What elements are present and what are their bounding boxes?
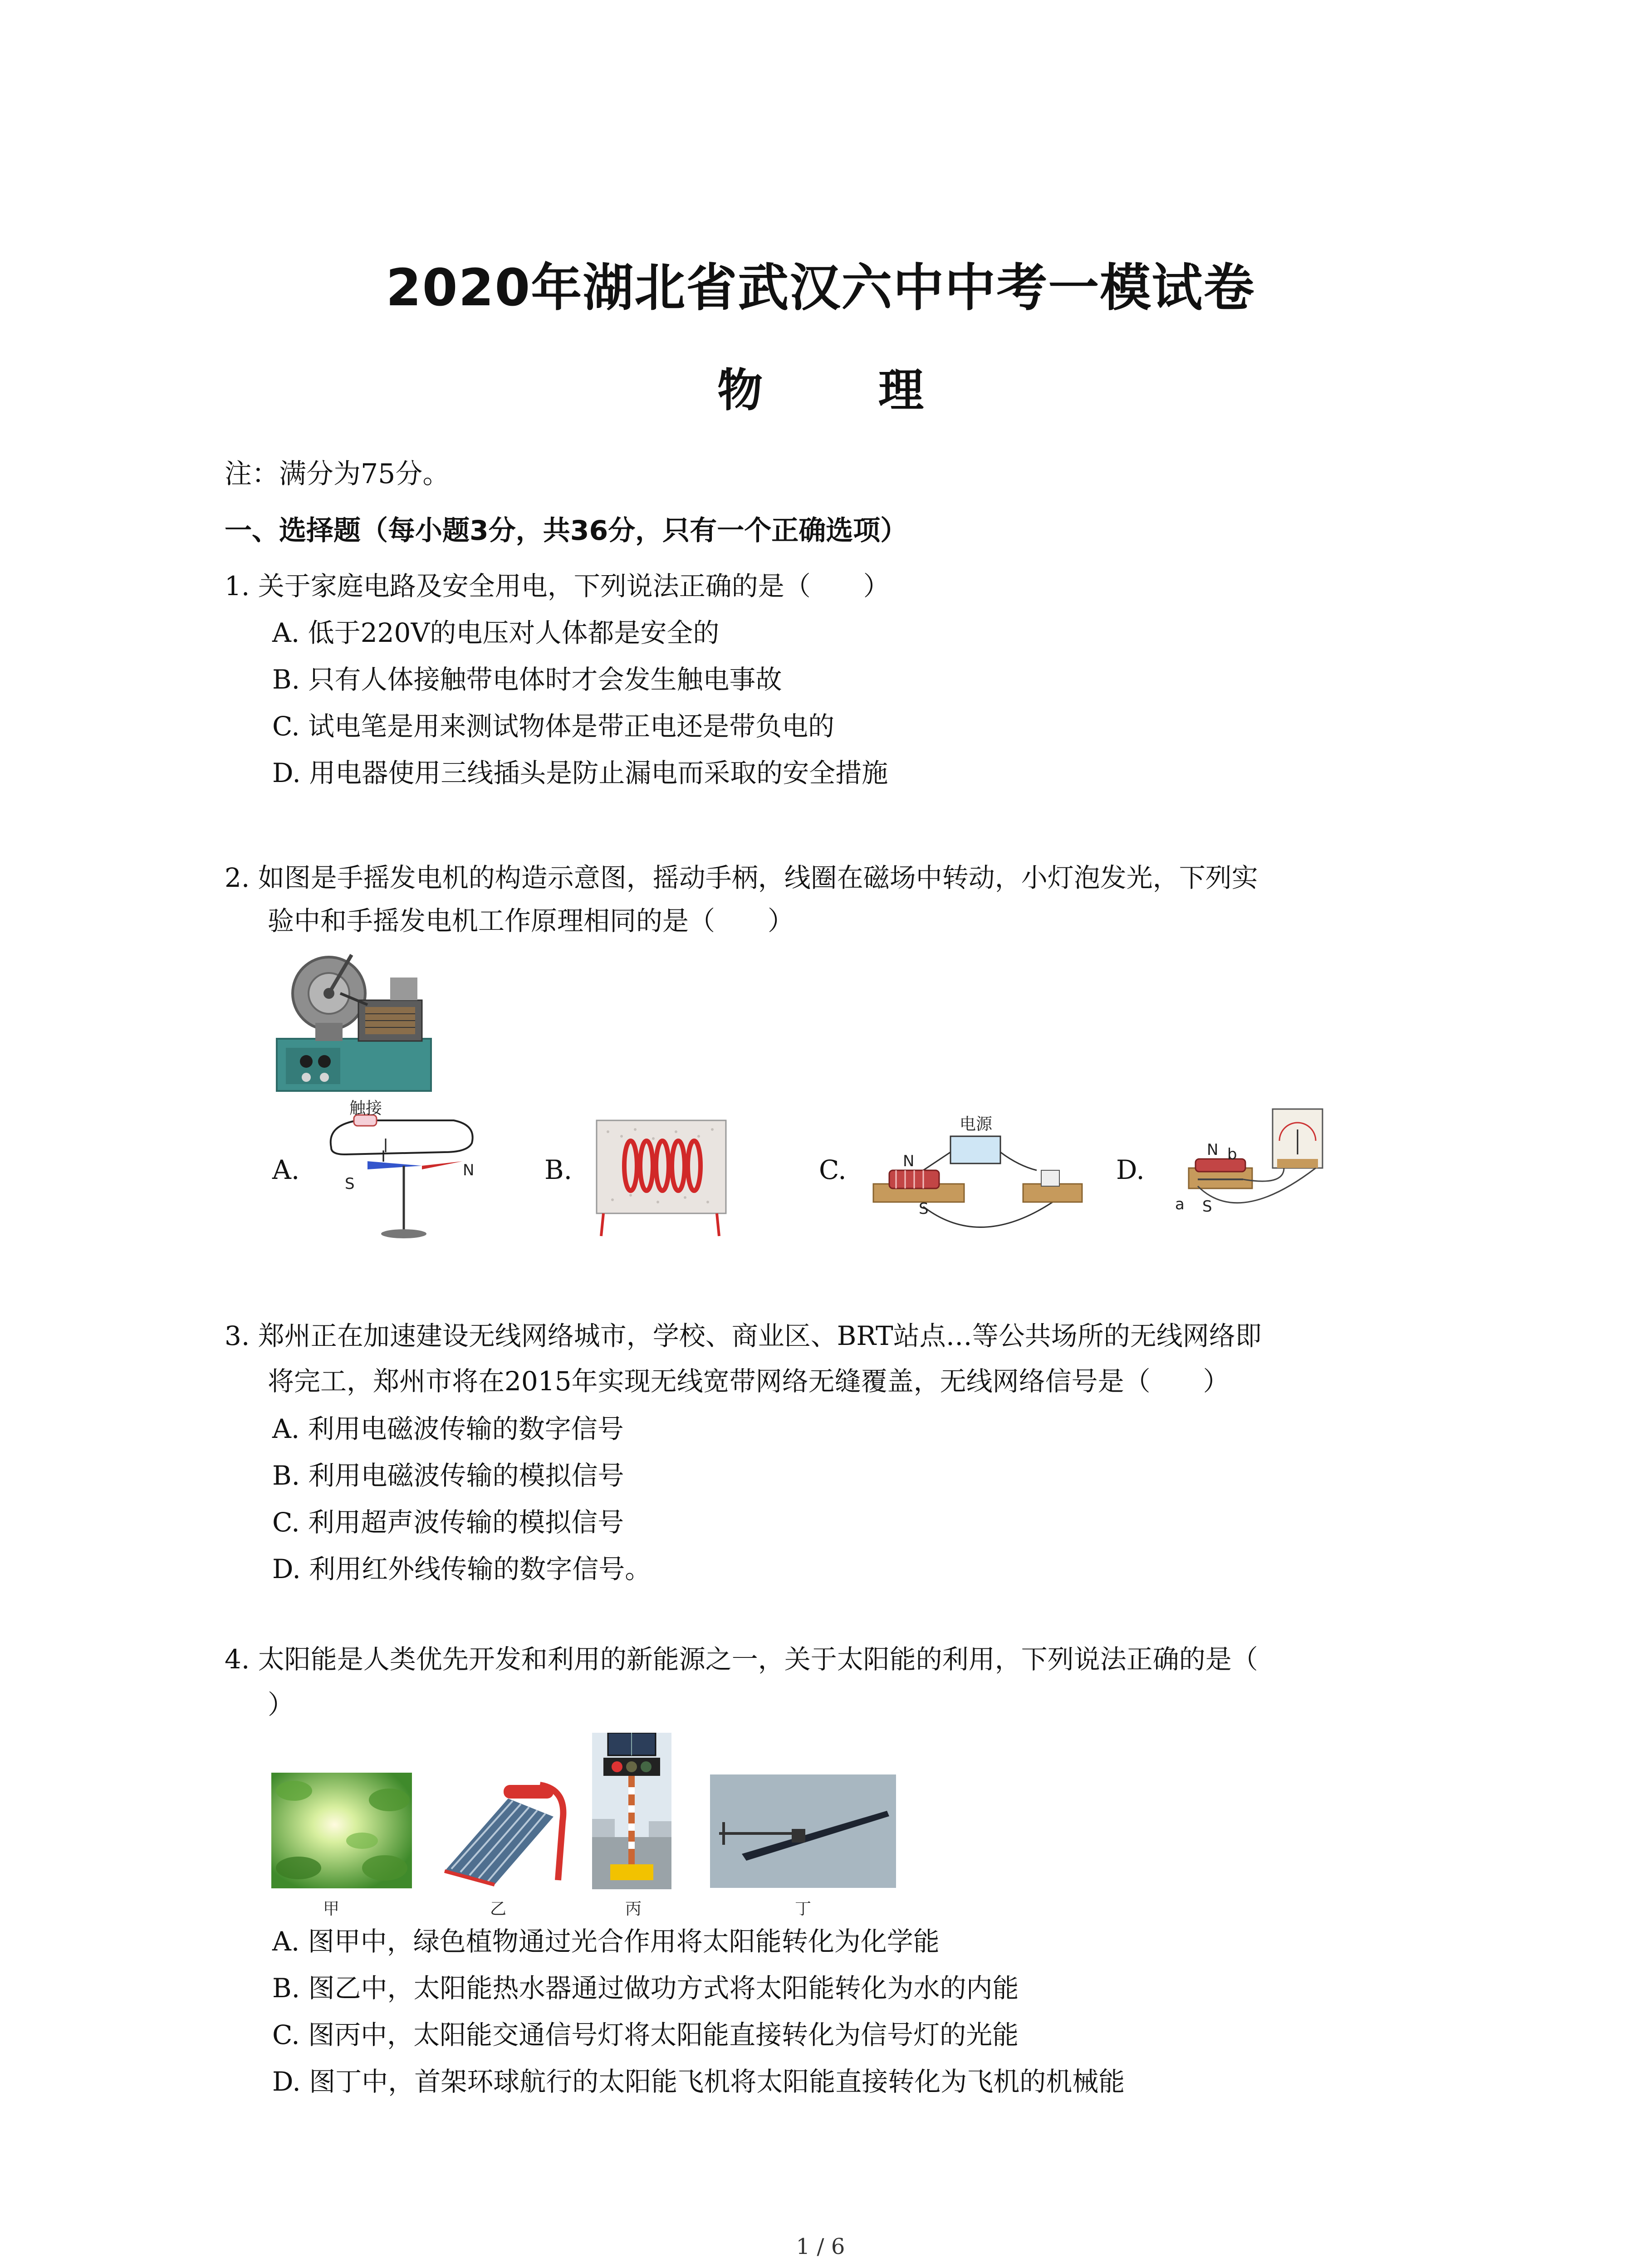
q2-stem-line1: 2. 如图是手摇发电机的构造示意图，摇动手柄，线圈在磁场中转动，小灯泡发光，下列实 — [225, 862, 1258, 893]
page-number: 1 / 6 — [796, 2234, 845, 2259]
q1-option-a: A. 低于220V的电压对人体都是安全的 — [272, 617, 720, 648]
q1-stem: 1. 关于家庭电路及安全用电，下列说法正确的是（ ） — [225, 571, 890, 601]
q4-caption-jia: 甲 — [323, 1900, 340, 1918]
section-heading: 一、选择题（每小题3分，共36分，只有一个正确选项） — [225, 515, 908, 547]
fig-a-current-label: I — [381, 1148, 386, 1166]
fig-a-n-label: N — [463, 1161, 475, 1179]
q4-option-a: A. 图甲中，绿色植物通过光合作用将太阳能转化为化学能 — [272, 1926, 940, 1957]
q2-option-c-label: C. — [819, 1154, 847, 1185]
fig-a-s-label: S — [345, 1175, 355, 1193]
fig-a-contact-label: 触接 — [349, 1099, 382, 1118]
fig-d-b-label: b — [1227, 1145, 1237, 1163]
q2-figure-c — [869, 1107, 1087, 1243]
exam-title: 2020年湖北省武汉六中中考一模试卷 — [386, 259, 1255, 318]
fig-c-power-label: 电源 — [960, 1115, 993, 1134]
q3-stem-line2: 将完工，郑州市将在2015年实现无线宽带网络无缝覆盖，无线网络信号是（ ） — [268, 1366, 1230, 1397]
q1-option-b: B. 只有人体接触带电体时才会发生触电事故 — [272, 664, 782, 695]
q3-option-d: D. 利用红外线传输的数字信号。 — [272, 1554, 652, 1584]
fig-d-n-label: N — [1207, 1141, 1219, 1159]
q3-option-b: B. 利用电磁波传输的模拟信号 — [272, 1460, 624, 1491]
fig-c-n-label: N — [903, 1152, 915, 1170]
fig-d-s-label: S — [1202, 1198, 1212, 1216]
fig-d-a-label: a — [1175, 1195, 1185, 1213]
q2-stem-line2: 验中和手摇发电机工作原理相同的是（ ） — [268, 905, 794, 936]
q1-option-c: C. 试电笔是用来测试物体是带正电还是带负电的 — [272, 711, 835, 742]
q2-option-a-label: A. — [272, 1154, 300, 1185]
score-note: 注：满分为75分。 — [225, 458, 450, 490]
q4-photo-yi — [436, 1771, 572, 1889]
q4-option-c: C. 图丙中，太阳能交通信号灯将太阳能直接转化为信号灯的光能 — [272, 2019, 1019, 2050]
q4-photo-ding — [710, 1774, 896, 1888]
q4-photo-bing — [592, 1733, 671, 1889]
q4-option-b: B. 图乙中，太阳能热水器通过做功方式将太阳能转化为水的内能 — [272, 1973, 1019, 2004]
q2-option-d-label: D. — [1116, 1154, 1145, 1185]
q2-option-b-label: B. — [544, 1154, 573, 1185]
q4-caption-yi: 乙 — [490, 1900, 507, 1918]
q4-caption-ding: 丁 — [795, 1900, 812, 1918]
q4-stem-line2: ） — [268, 1689, 294, 1720]
q4-stem-line1: 4. 太阳能是人类优先开发和利用的新能源之一，关于太阳能的利用，下列说法正确的是（ — [225, 1644, 1258, 1675]
q4-option-d: D. 图丁中，首架环球航行的太阳能飞机将太阳能直接转化为飞机的机械能 — [272, 2066, 1125, 2097]
q2-figure-d — [1171, 1105, 1334, 1241]
hand-generator-image — [272, 950, 436, 1095]
fig-c-s-label: S — [919, 1200, 929, 1218]
q3-option-a: A. 利用电磁波传输的数字信号 — [272, 1413, 624, 1444]
q1-option-d: D. 用电器使用三线插头是防止漏电而采取的安全措施 — [272, 758, 888, 788]
q3-option-c: C. 利用超声波传输的模拟信号 — [272, 1507, 624, 1538]
subject-title: 物 理 — [717, 364, 974, 417]
q4-caption-bing: 丙 — [625, 1900, 642, 1918]
q4-photo-jia — [271, 1773, 412, 1888]
q3-stem-line1: 3. 郑州正在加速建设无线网络城市，学校、商业区、BRT站点…等公共场所的无线网络即 — [225, 1320, 1262, 1351]
q2-figure-a — [318, 1098, 485, 1243]
q2-figure-b — [594, 1118, 730, 1238]
